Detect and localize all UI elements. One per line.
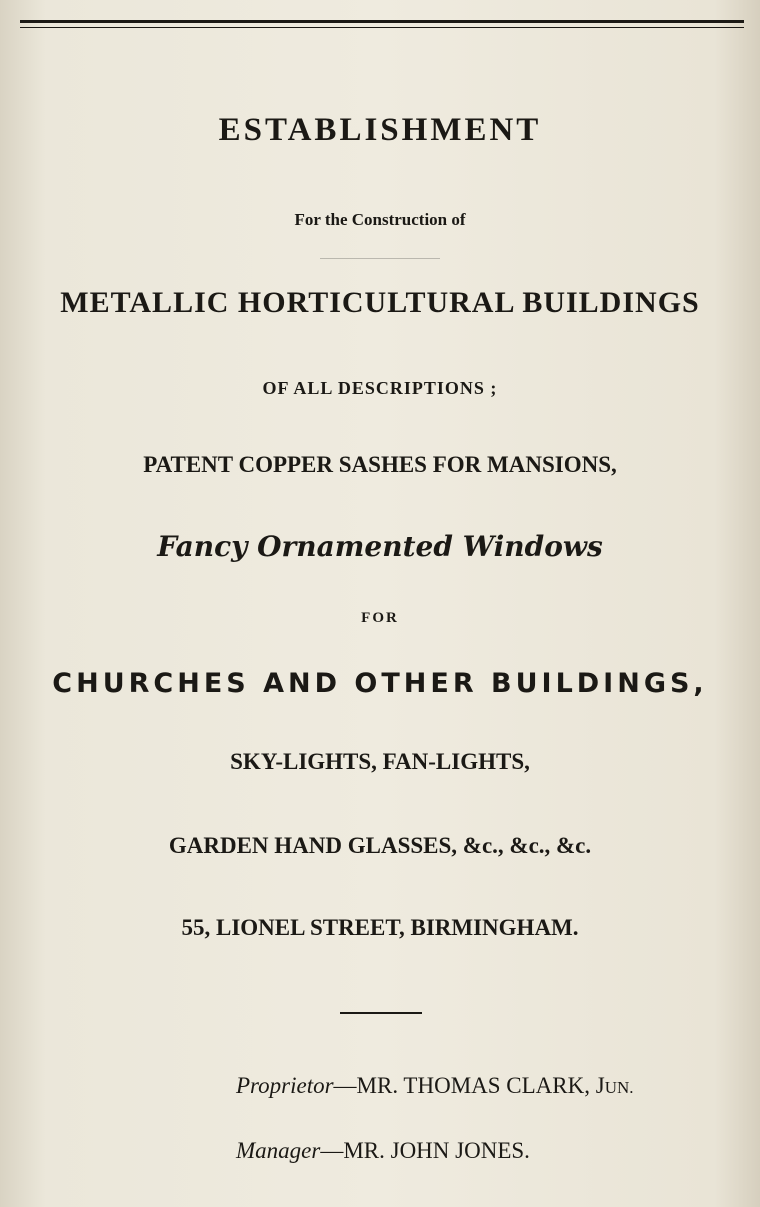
proprietor-name: —MR. THOMAS CLARK, bbox=[333, 1073, 596, 1098]
garden-glasses-line: GARDEN HAND GLASSES, &c., &c., &c. bbox=[168, 833, 592, 858]
manager-name: —MR. JOHN JONES. bbox=[320, 1138, 530, 1163]
manager-role: Manager bbox=[236, 1138, 321, 1163]
section-divider bbox=[340, 1012, 422, 1014]
top-double-rule bbox=[20, 20, 744, 23]
page-title: ESTABLISHMENT bbox=[218, 112, 542, 148]
ornament-divider bbox=[320, 258, 440, 259]
churches-line: CHURCHES AND OTHER BUILDINGS, bbox=[52, 668, 708, 699]
descriptions-line: OF ALL DESCRIPTIONS ; bbox=[262, 378, 498, 398]
metallic-heading: METALLIC HORTICULTURAL BUILDINGS bbox=[60, 286, 700, 319]
top-thin-rule bbox=[20, 27, 744, 28]
skylights-line: SKY-LIGHTS, FAN-LIGHTS, bbox=[230, 749, 530, 774]
proprietor-line bbox=[236, 1073, 634, 1099]
patent-line: PATENT COPPER SASHES FOR MANSIONS, bbox=[143, 452, 617, 477]
for-line: FOR bbox=[361, 610, 399, 626]
address-line: 55, LIONEL STREET, BIRMINGHAM. bbox=[181, 915, 579, 940]
proprietor-suffix-rest: UN. bbox=[604, 1078, 634, 1097]
proprietor-role: Proprietor bbox=[236, 1073, 334, 1098]
construction-subtitle: For the Construction of bbox=[294, 210, 466, 229]
manager-line bbox=[236, 1138, 530, 1164]
fancy-windows-line: Fancy Ornamented Windows bbox=[157, 530, 603, 563]
proprietor-suffix-initial: J bbox=[595, 1073, 605, 1098]
